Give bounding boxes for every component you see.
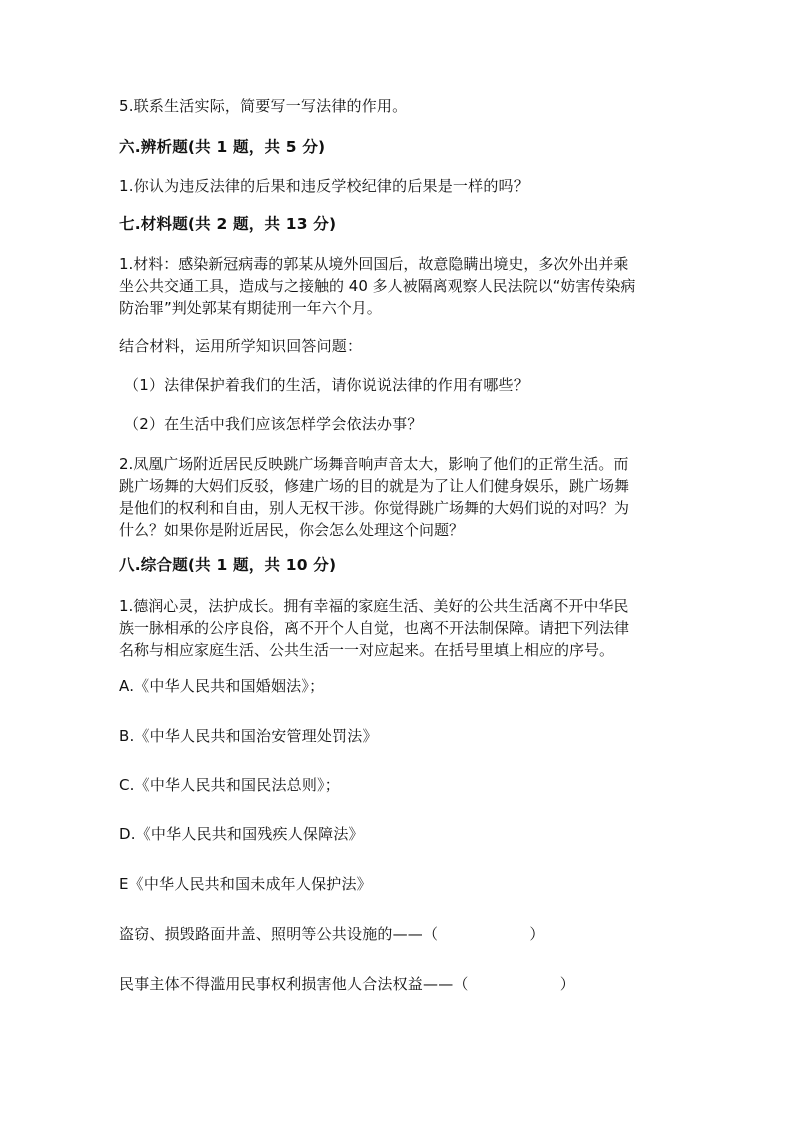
section-8-question-1	[119, 595, 679, 661]
option-c: C.《中华人民共和国民法总则》；	[119, 776, 340, 794]
material-line: 1.材料：感染新冠病毒的郭某从境外回国后，故意隐瞒出境史，多次外出并乘	[119, 255, 629, 273]
section-6-question-1: 1.你认为违反法律的后果和违反学校纪律的后果是一样的吗？	[119, 177, 529, 195]
matching-blank-1: 盗窃、损毁路面井盖、照明等公共设施的——（ ）	[119, 925, 545, 943]
section-6-heading: 六.辨析题(共 1 题，共 5 分)	[119, 138, 326, 156]
question-line: 什么？如果你是附近居民，你会怎么处理这个问题？	[119, 521, 465, 539]
material-line: 坐公共交通工具，造成与之接触的 40 多人被隔离观察人民法院以“妨害传染病	[119, 277, 636, 295]
question-line: 跳广场舞的大妈们反驳，修建广场的目的就是为了让人们健身娱乐，跳广场舞	[119, 477, 630, 495]
section-7-question-1-material	[119, 253, 679, 319]
question-line: 名称与相应家庭生活、公共生活一一对应起来。在括号里填上相应的序号。	[119, 641, 615, 659]
option-b: B.《中华人民共和国治安管理处罚法》	[119, 727, 378, 745]
material-line: 防治罪”判处郭某有期徒刑一年六个月。	[119, 299, 382, 317]
section-8-heading: 八.综合题(共 1 题，共 10 分)	[119, 556, 337, 574]
sub-question-2: （2）在生活中我们应该怎样学会依法办事？	[124, 415, 423, 433]
question-5-text: 5.联系生活实际，简要写一写法律的作用。	[119, 97, 408, 115]
matching-blank-2: 民事主体不得滥用民事权利损害他人合法权益——（ ）	[119, 975, 576, 993]
section-7-heading: 七.材料题(共 2 题，共 13 分)	[119, 215, 337, 233]
section-7-question-2	[119, 453, 679, 541]
option-a: A.《中华人民共和国婚姻法》；	[119, 677, 325, 695]
question-line: 1.德润心灵，法护成长。拥有幸福的家庭生活、美好的公共生活离不开中华民	[119, 597, 629, 615]
option-d: D.《中华人民共和国残疾人保障法》	[119, 825, 364, 843]
question-line: 族一脉相承的公序良俗，离不开个人自觉，也离不开法制保障。请把下列法律	[119, 619, 630, 637]
sub-question-1: （1）法律保护着我们的生活，请你说说法律的作用有哪些？	[124, 376, 529, 394]
question-line: 是他们的权利和自由，别人无权干涉。你觉得跳广场舞的大妈们说的对吗？为	[119, 499, 630, 517]
option-e: E《中华人民共和国未成年人保护法》	[119, 875, 372, 893]
question-line: 2.凤凰广场附近居民反映跳广场舞音响声音太大，影响了他们的正常生活。而	[119, 455, 629, 473]
section-7-prompt: 结合材料，运用所学知识回答问题：	[119, 337, 363, 355]
